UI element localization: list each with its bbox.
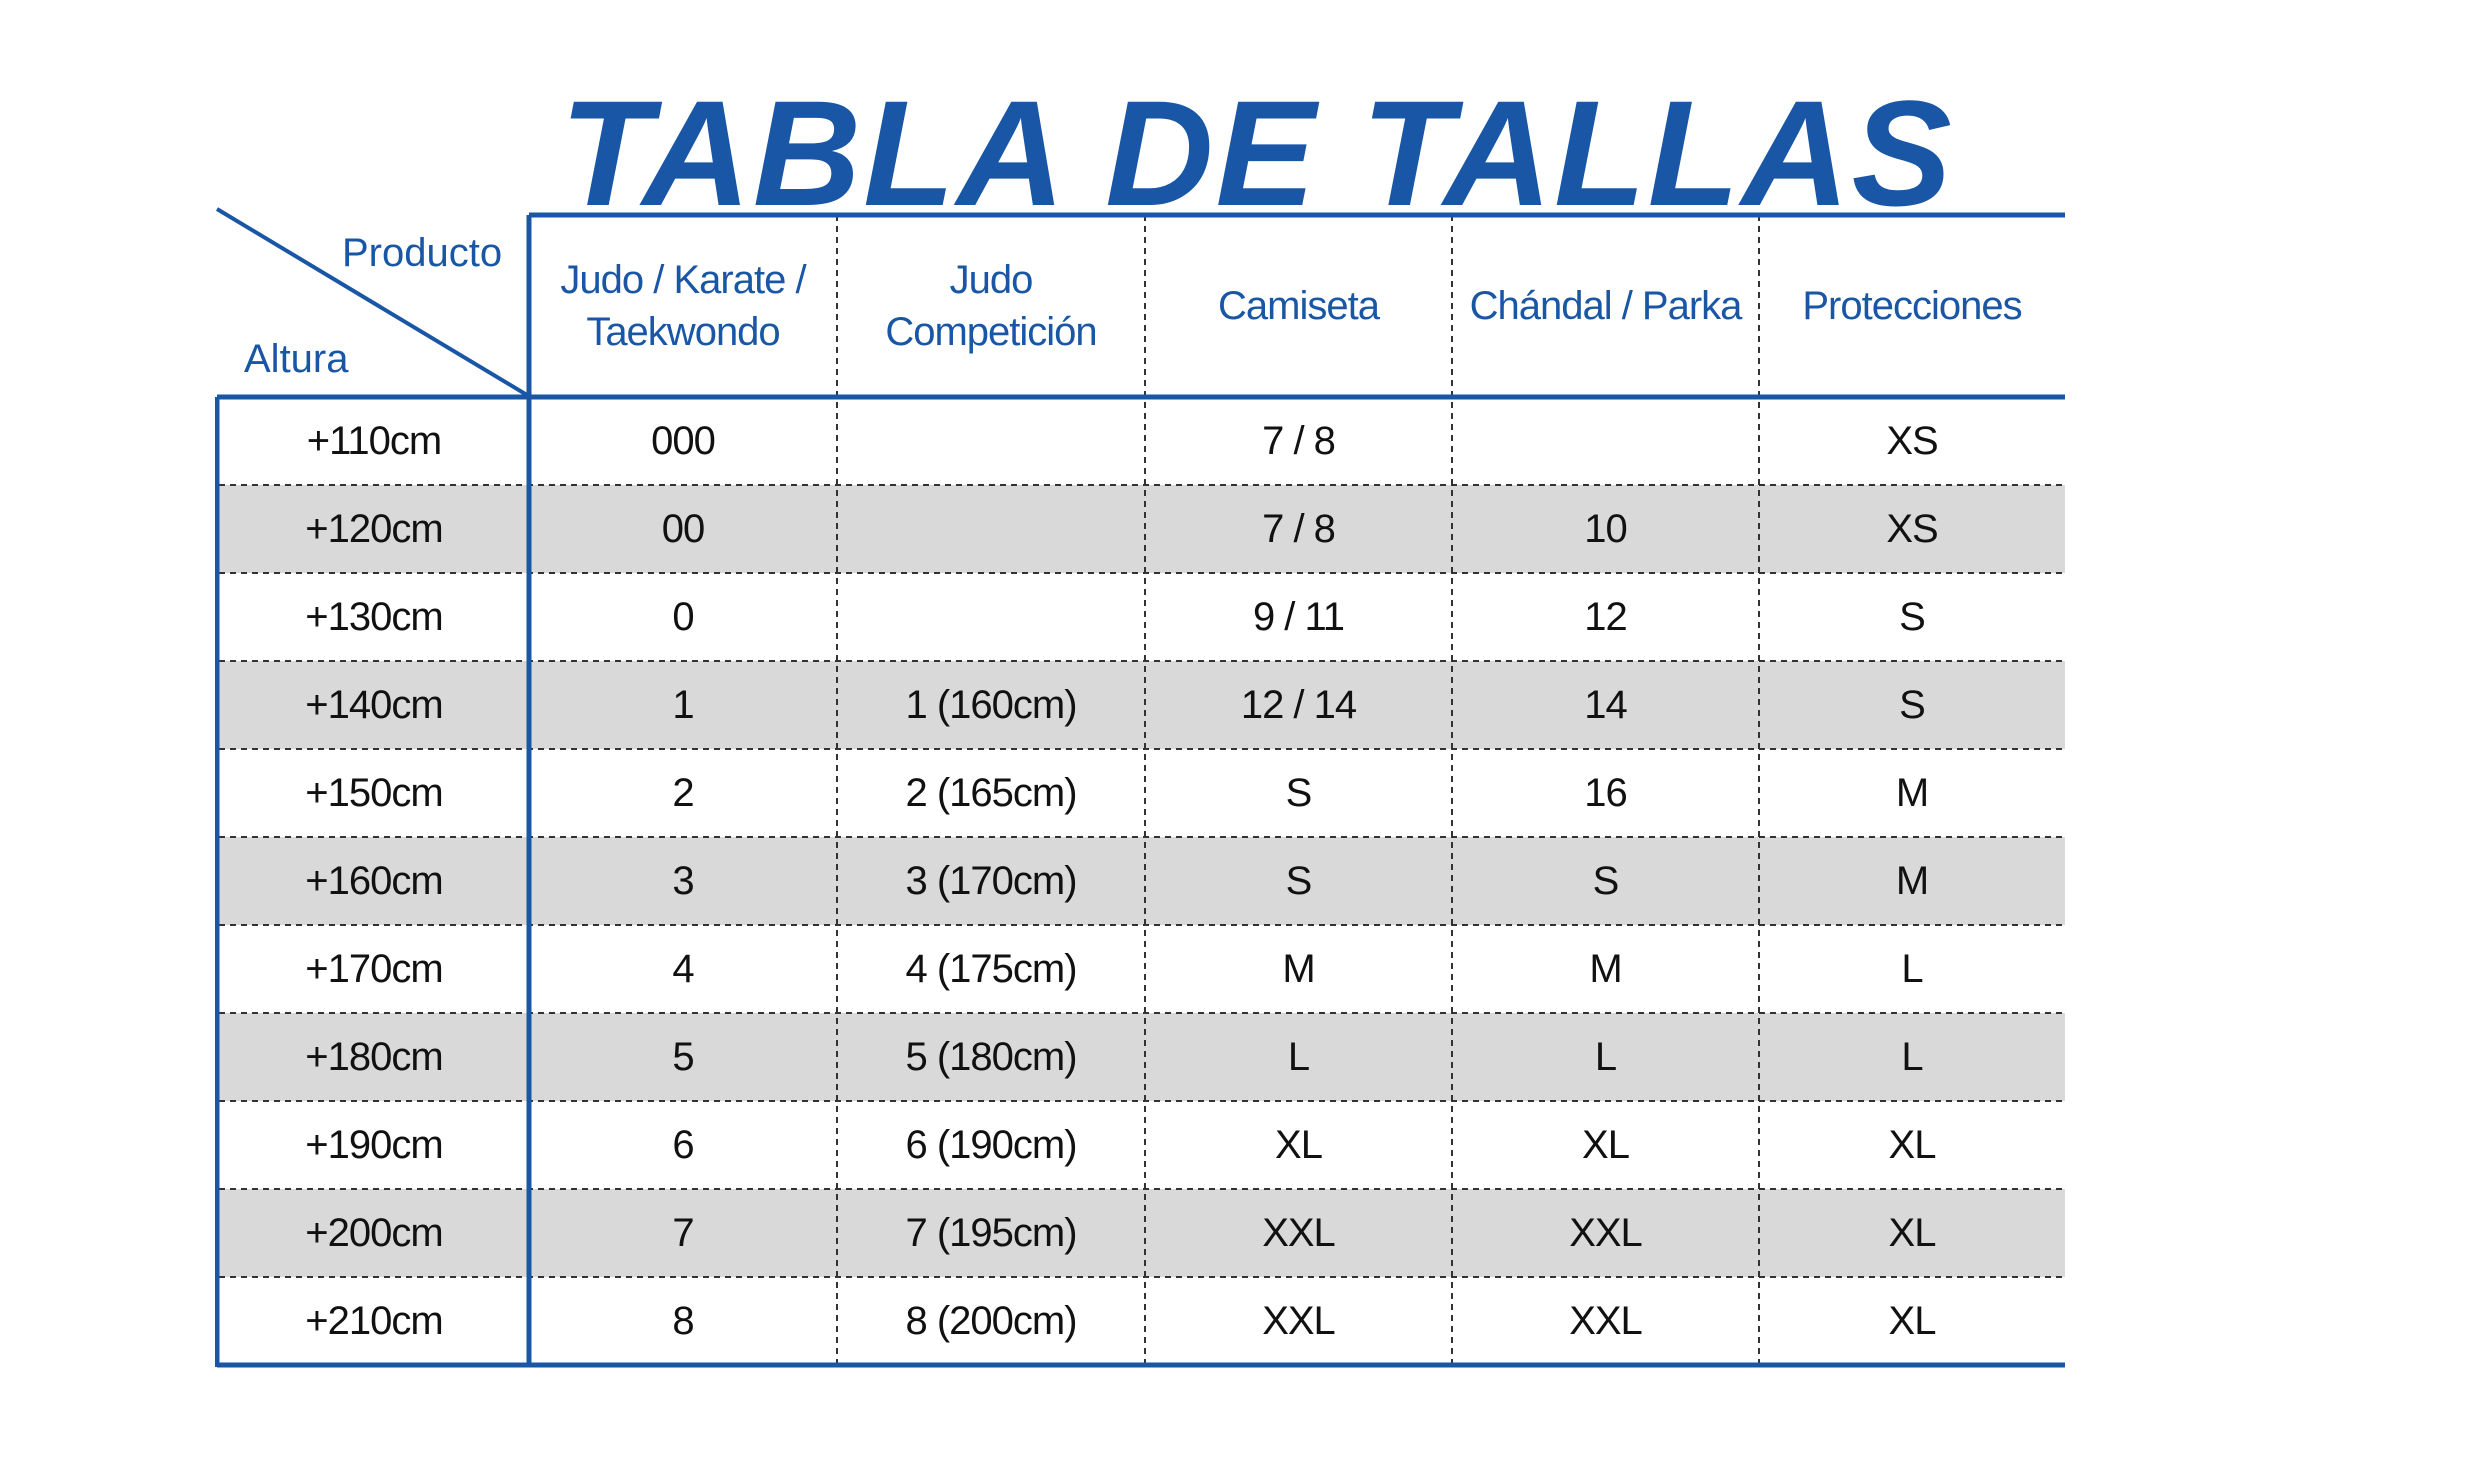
size-cell: XS bbox=[1886, 506, 1938, 551]
size-cell: S bbox=[1899, 594, 1925, 639]
size-cell: XS bbox=[1886, 418, 1938, 463]
height-cell: +160cm bbox=[305, 858, 443, 903]
size-cell: S bbox=[1592, 858, 1619, 903]
size-cell bbox=[837, 485, 1145, 573]
height-cell: +210cm bbox=[305, 1298, 443, 1343]
size-cell: XL bbox=[1888, 1210, 1936, 1255]
size-cell: 14 bbox=[1584, 682, 1627, 727]
size-cell: XXL bbox=[1262, 1210, 1335, 1255]
height-cell: +170cm bbox=[305, 946, 443, 991]
size-cell: 8 bbox=[672, 1298, 694, 1343]
size-cell: 1 (160cm) bbox=[905, 682, 1077, 727]
size-cell: 7 (195cm) bbox=[905, 1210, 1077, 1255]
table-corner-header bbox=[215, 207, 529, 397]
size-cell: S bbox=[1285, 770, 1312, 815]
size-cell: XXL bbox=[1262, 1298, 1335, 1343]
size-cell: 8 (200cm) bbox=[905, 1298, 1077, 1343]
size-cell: 2 (165cm) bbox=[905, 770, 1077, 815]
size-cell: 12 / 14 bbox=[1240, 682, 1357, 727]
table-row bbox=[219, 397, 2065, 485]
corner-label-altura: Altura bbox=[244, 337, 349, 381]
size-cell: L bbox=[1901, 1034, 1923, 1079]
size-cell: 5 bbox=[672, 1034, 694, 1079]
size-cell: 9 / 11 bbox=[1252, 594, 1345, 639]
size-table bbox=[215, 207, 2065, 1382]
size-cell: 5 (180cm) bbox=[905, 1034, 1077, 1079]
size-cell: S bbox=[1285, 858, 1312, 903]
size-cell: L bbox=[1287, 1034, 1310, 1079]
column-header: Protecciones bbox=[1802, 284, 2022, 328]
size-cell: XXL bbox=[1569, 1210, 1642, 1255]
size-cell: 7 bbox=[672, 1210, 694, 1255]
size-cell: 000 bbox=[651, 418, 715, 463]
column-header: Judo / Karate / Taekwondo bbox=[560, 258, 806, 354]
size-cell: M bbox=[1895, 770, 1929, 815]
size-cell: 4 (175cm) bbox=[905, 946, 1077, 991]
size-cell: 2 bbox=[672, 770, 694, 815]
table-row bbox=[219, 661, 2065, 749]
size-cell: M bbox=[1282, 946, 1315, 991]
column-header: Judo Competición bbox=[885, 258, 1097, 354]
table-row bbox=[219, 1189, 2065, 1277]
size-cell: XL bbox=[1582, 1122, 1629, 1167]
size-cell bbox=[1452, 397, 1759, 485]
size-cell: 10 bbox=[1584, 506, 1627, 551]
height-cell: +110cm bbox=[306, 418, 442, 463]
size-cell: 6 (190cm) bbox=[905, 1122, 1077, 1167]
table-row bbox=[219, 573, 2065, 661]
size-cell: 1 bbox=[672, 682, 694, 727]
size-cell: 3 (170cm) bbox=[905, 858, 1077, 903]
size-cell: M bbox=[1589, 946, 1622, 991]
table-row bbox=[219, 749, 2065, 837]
table-row bbox=[219, 837, 2065, 925]
size-cell: 6 bbox=[672, 1122, 694, 1167]
height-cell: +180cm bbox=[305, 1034, 443, 1079]
height-cell: +190cm bbox=[305, 1122, 443, 1167]
size-cell: XL bbox=[1888, 1122, 1936, 1167]
table-row bbox=[219, 485, 2065, 573]
table-row bbox=[219, 925, 2065, 1013]
size-cell: 7 / 8 bbox=[1262, 506, 1335, 551]
table-row bbox=[219, 1101, 2065, 1189]
corner-label-producto: Producto bbox=[342, 231, 503, 275]
size-cell bbox=[837, 573, 1145, 661]
size-cell: XL bbox=[1275, 1122, 1322, 1167]
size-cell: 0 bbox=[672, 594, 694, 639]
height-cell: +150cm bbox=[305, 770, 443, 815]
size-cell: M bbox=[1895, 858, 1929, 903]
table-row bbox=[219, 1277, 2065, 1365]
size-cell: 7 / 8 bbox=[1262, 418, 1335, 463]
height-cell: +200cm bbox=[305, 1210, 443, 1255]
size-cell bbox=[837, 397, 1145, 485]
size-cell: L bbox=[1901, 946, 1923, 991]
size-cell: XL bbox=[1888, 1298, 1936, 1343]
table-row bbox=[219, 1013, 2065, 1101]
column-header: Camiseta bbox=[1218, 284, 1379, 328]
size-cell: XXL bbox=[1569, 1298, 1642, 1343]
size-cell: 16 bbox=[1584, 770, 1627, 815]
column-header: Chándal / Parka bbox=[1469, 284, 1742, 328]
height-cell: +140cm bbox=[305, 682, 443, 727]
size-cell: 4 bbox=[672, 946, 694, 991]
height-cell: +120cm bbox=[305, 506, 443, 551]
page-title: TABLA DE TALLAS bbox=[560, 69, 1954, 237]
size-cell: L bbox=[1594, 1034, 1617, 1079]
height-cell: +130cm bbox=[305, 594, 443, 639]
size-cell: 3 bbox=[672, 858, 694, 903]
size-cell: S bbox=[1899, 682, 1925, 727]
size-cell: 12 bbox=[1584, 594, 1627, 639]
size-cell: 00 bbox=[661, 506, 705, 551]
